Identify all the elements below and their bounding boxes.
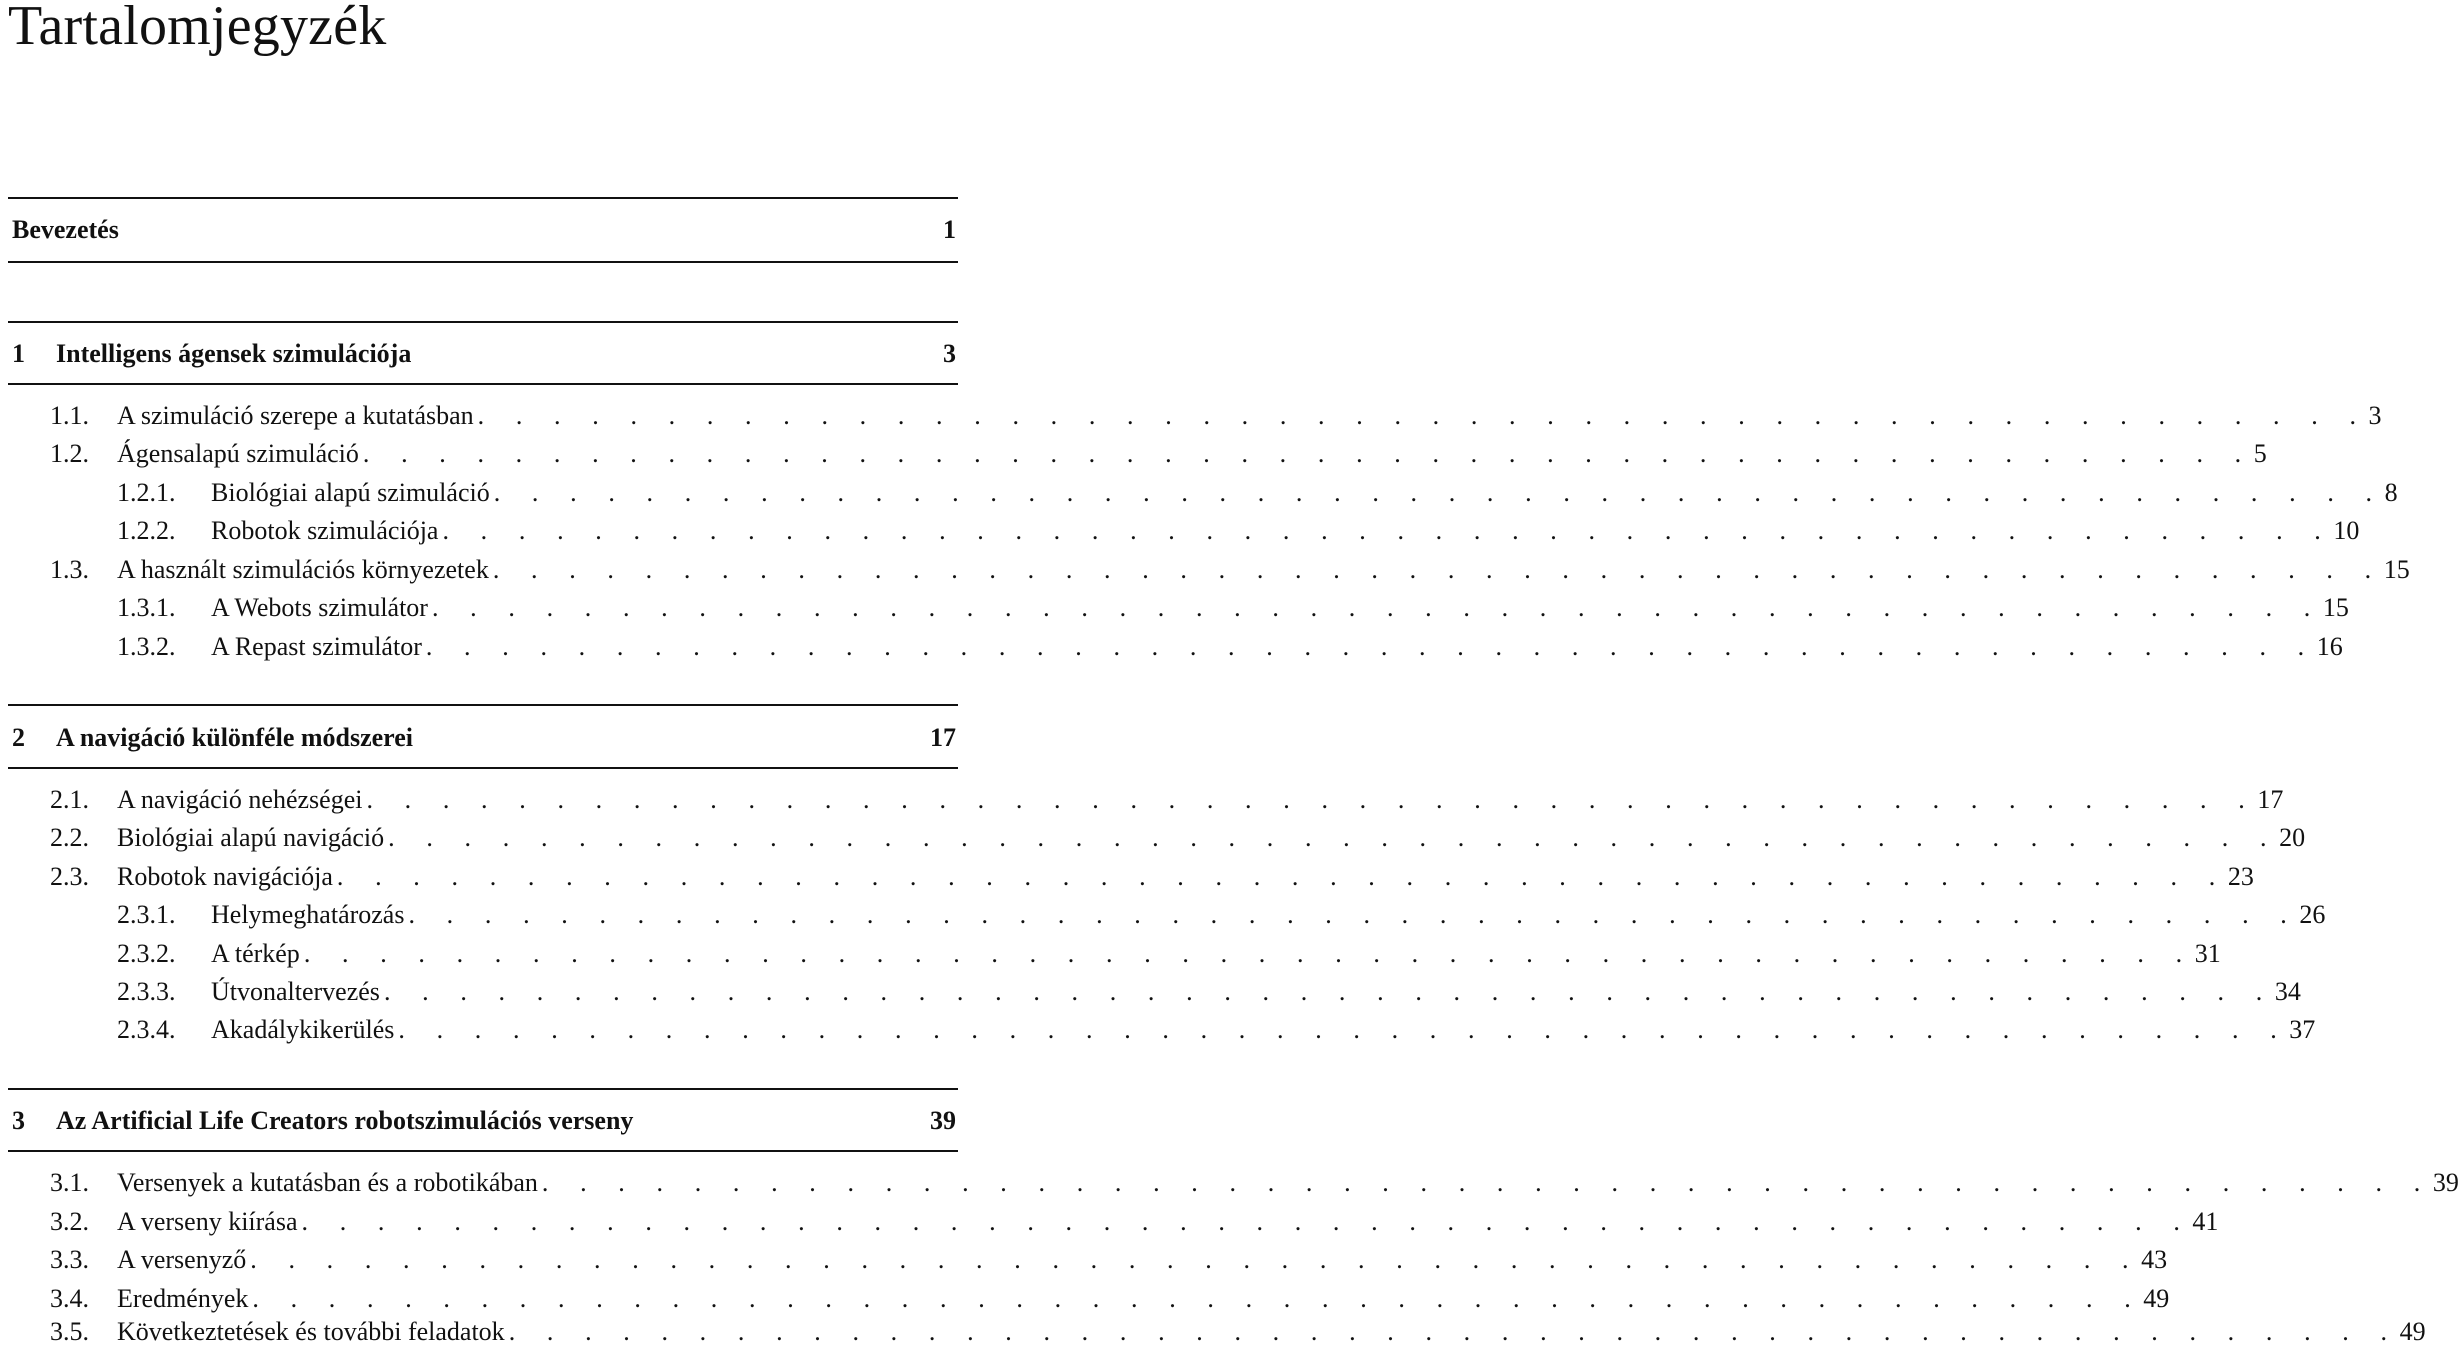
entry-number: 2.1. [50,785,89,814]
dot-leader: . . . . . . . . . . . . . . . . . . . . . . . . . . . . . . . . . . . . . . . . . . . . . . . . . . [493,478,2385,507]
entry-title: Versenyek a kutatásban és a robotikában [117,1168,538,1197]
toc-entry[interactable] [117,476,2398,510]
section-top-rule [8,321,958,323]
dot-leader: . . . . . . . . . . . . . . . . . . . . . . . . . . . . . . . . . . . . . . . . . . . . . . . . . . [508,1317,2400,1346]
entry-title: Eredmények [117,1284,249,1313]
toc-entry[interactable] [50,399,2382,433]
intro-page: 1 [943,215,956,244]
entry-page: 34 [2274,977,2301,1006]
entry-title: A verseny kiírása [117,1207,298,1236]
section-bottom-rule [8,767,958,769]
entry-number: 3.4. [50,1284,89,1313]
section-bottom-rule [8,261,958,263]
entry-title: A térkép [211,939,300,968]
entry-number: 2.2. [50,823,89,852]
entry-title: Következtetések és további feladatok [117,1317,505,1346]
dot-leader: . . . . . . . . . . . . . . . . . . . . . . . . . . . . . . . . . . . . . . . . . . . . . . . . . . [442,516,2334,545]
chapter-title: A navigáció különféle módszerei [56,723,414,752]
toc-entry[interactable] [117,937,2221,971]
toc-entry[interactable] [50,1315,2426,1349]
entry-page: 5 [2253,439,2267,468]
toc-chapter[interactable] [12,721,958,755]
entry-page: 26 [2299,900,2326,929]
entry-title: A navigáció nehézségei [117,785,363,814]
dot-leader: . . . . . . . . . . . . . . . . . . . . . . . . . . . . . . . . . . . . . . . . . . . . . . . . . . [425,632,2317,661]
entry-page: 23 [2227,862,2254,891]
entry-title: Akadálykikerülés [211,1015,395,1044]
section-bottom-rule [8,383,958,385]
toc-intro[interactable] [12,213,958,247]
entry-page: 20 [2279,823,2306,852]
entry-page: 31 [2194,939,2221,968]
entry-title: A Webots szimulátor [211,593,428,622]
entry-title: Biológiai alapú szimuláció [211,478,490,507]
entry-number: 2.3.1. [117,900,176,929]
section-bottom-rule [8,1150,958,1152]
toc-entry[interactable] [50,553,2410,587]
entry-number: 2.3.3. [117,977,176,1006]
chapter-title: Intelligens ágensek szimulációja [56,339,412,368]
toc-chapter[interactable] [12,337,958,371]
entry-number: 1.2.2. [117,516,176,545]
entry-number: 1.2. [50,439,89,468]
toc-entry[interactable] [50,860,2254,894]
toc-entry[interactable] [117,1013,2316,1047]
chapter-title: Az Artificial Life Creators robotszimulációs verseny [56,1106,634,1135]
dot-leader: . . . . . . . . . . . . . . . . . . . . . . . . . . . . . . . . . . . . . . . . . . . . . . . . . . [492,555,2384,584]
entry-title: Helymeghatározás [211,900,405,929]
entry-number: 3.3. [50,1245,89,1274]
toc-chapter[interactable] [12,1104,958,1138]
toc-entry[interactable] [117,630,2343,664]
dot-leader: . . . . . . . . . . . . . . . . . . . . . . . . . . . . . . . . . . . . . . . . . . . . . . . . . . [366,785,2258,814]
dot-leader: . . . . . . . . . . . . . . . . . . . . . . . . . . . . . . . . . . . . . . . . . . . . . . . . . . [431,593,2323,622]
entry-page: 16 [2316,632,2343,661]
entry-number: 2.3. [50,862,89,891]
entry-page: 49 [2399,1317,2426,1346]
toc-entry[interactable] [50,1282,2170,1316]
section-top-rule [8,197,958,199]
entry-title: A használt szimulációs környezetek [117,555,489,584]
section-top-rule [8,1088,958,1090]
toc-entry[interactable] [50,783,2284,817]
entry-number: 1.2.1. [117,478,176,507]
entry-number: 3.1. [50,1168,89,1197]
dot-leader: . . . . . . . . . . . . . . . . . . . . . . . . . . . . . . . . . . . . . . . . . . . . . . . . . . [250,1245,2142,1274]
entry-title: A versenyző [117,1245,247,1274]
dot-leader: . . . . . . . . . . . . . . . . . . . . . . . . . . . . . . . . . . . . . . . . . . . . . . . . . . [301,1207,2193,1236]
dot-leader: . . . . . . . . . . . . . . . . . . . . . . . . . . . . . . . . . . . . . . . . . . . . . . . . . . [252,1284,2144,1313]
entry-page: 10 [2333,516,2360,545]
entry-page: 15 [2383,555,2410,584]
entry-page: 15 [2322,593,2349,622]
entry-number: 1.3.2. [117,632,176,661]
toc-entry[interactable] [50,437,2267,471]
entry-page: 41 [2192,1207,2219,1236]
entry-title: Robotok szimulációja [211,516,439,545]
entry-title: Útvonaltervezés [211,977,380,1006]
section-top-rule [8,704,958,706]
chapter-number: 2 [12,723,25,752]
entry-title: Biológiai alapú navigáció [117,823,385,852]
dot-leader: . . . . . . . . . . . . . . . . . . . . . . . . . . . . . . . . . . . . . . . . . . . . . . . . . . [336,862,2228,891]
toc-entry[interactable] [50,1205,2219,1239]
entry-page: 49 [2143,1284,2170,1313]
chapter-page: 3 [943,339,956,368]
entry-title: A szimuláció szerepe a kutatásban [117,401,474,430]
chapter-page: 39 [930,1106,956,1135]
toc-entry[interactable] [50,1243,2168,1277]
entry-number: 1.3.1. [117,593,176,622]
dot-leader: . . . . . . . . . . . . . . . . . . . . . . . . . . . . . . . . . . . . . . . . . . . . . . . . . . [388,823,2280,852]
toc-entry[interactable] [50,821,2306,855]
entry-page: 17 [2257,785,2284,814]
dot-leader: . . . . . . . . . . . . . . . . . . . . . . . . . . . . . . . . . . . . . . . . . . . . . . . . . . [408,900,2300,929]
dot-leader: . . . . . . . . . . . . . . . . . . . . . . . . . . . . . . . . . . . . . . . . . . . . . . . . . . [383,977,2275,1006]
entry-number: 3.2. [50,1207,89,1236]
chapter-number: 1 [12,339,25,368]
dot-leader: . . . . . . . . . . . . . . . . . . . . . . . . . . . . . . . . . . . . . . . . . . . . . . . . . . [477,401,2369,430]
chapter-page: 17 [930,723,956,752]
entry-number: 2.3.2. [117,939,176,968]
entry-title: A Repast szimulátor [211,632,422,661]
entry-page: 37 [2289,1015,2316,1044]
entry-page: 3 [2368,401,2382,430]
entry-number: 1.3. [50,555,89,584]
dot-leader: . . . . . . . . . . . . . . . . . . . . . . . . . . . . . . . . . . . . . . . . . . . . . . . . . . [362,439,2254,468]
toc-entry[interactable] [50,1166,2459,1200]
entry-title: Robotok navigációja [117,862,333,891]
dot-leader: . . . . . . . . . . . . . . . . . . . . . . . . . . . . . . . . . . . . . . . . . . . . . . . . . . [303,939,2195,968]
toc-entry[interactable] [117,898,2326,932]
toc-entry[interactable] [117,514,2360,548]
entry-page: 8 [2384,478,2398,507]
entry-page: 39 [2432,1168,2459,1197]
intro-title: Bevezetés [12,215,119,244]
entry-page: 43 [2141,1245,2168,1274]
entry-title: Ágensalapú szimuláció [117,439,359,468]
toc-entry[interactable] [117,591,2349,625]
entry-number: 3.5. [50,1317,89,1346]
chapter-number: 3 [12,1106,25,1135]
dot-leader: . . . . . . . . . . . . . . . . . . . . . . . . . . . . . . . . . . . . . . . . . . . . . . . . . . [541,1168,2433,1197]
page-title: Tartalomjegyzék [8,0,387,57]
entry-number: 1.1. [50,401,89,430]
entry-number: 2.3.4. [117,1015,176,1044]
toc-entry[interactable] [117,975,2301,1009]
dot-leader: . . . . . . . . . . . . . . . . . . . . . . . . . . . . . . . . . . . . . . . . . . . . . . . . . . [398,1015,2290,1044]
